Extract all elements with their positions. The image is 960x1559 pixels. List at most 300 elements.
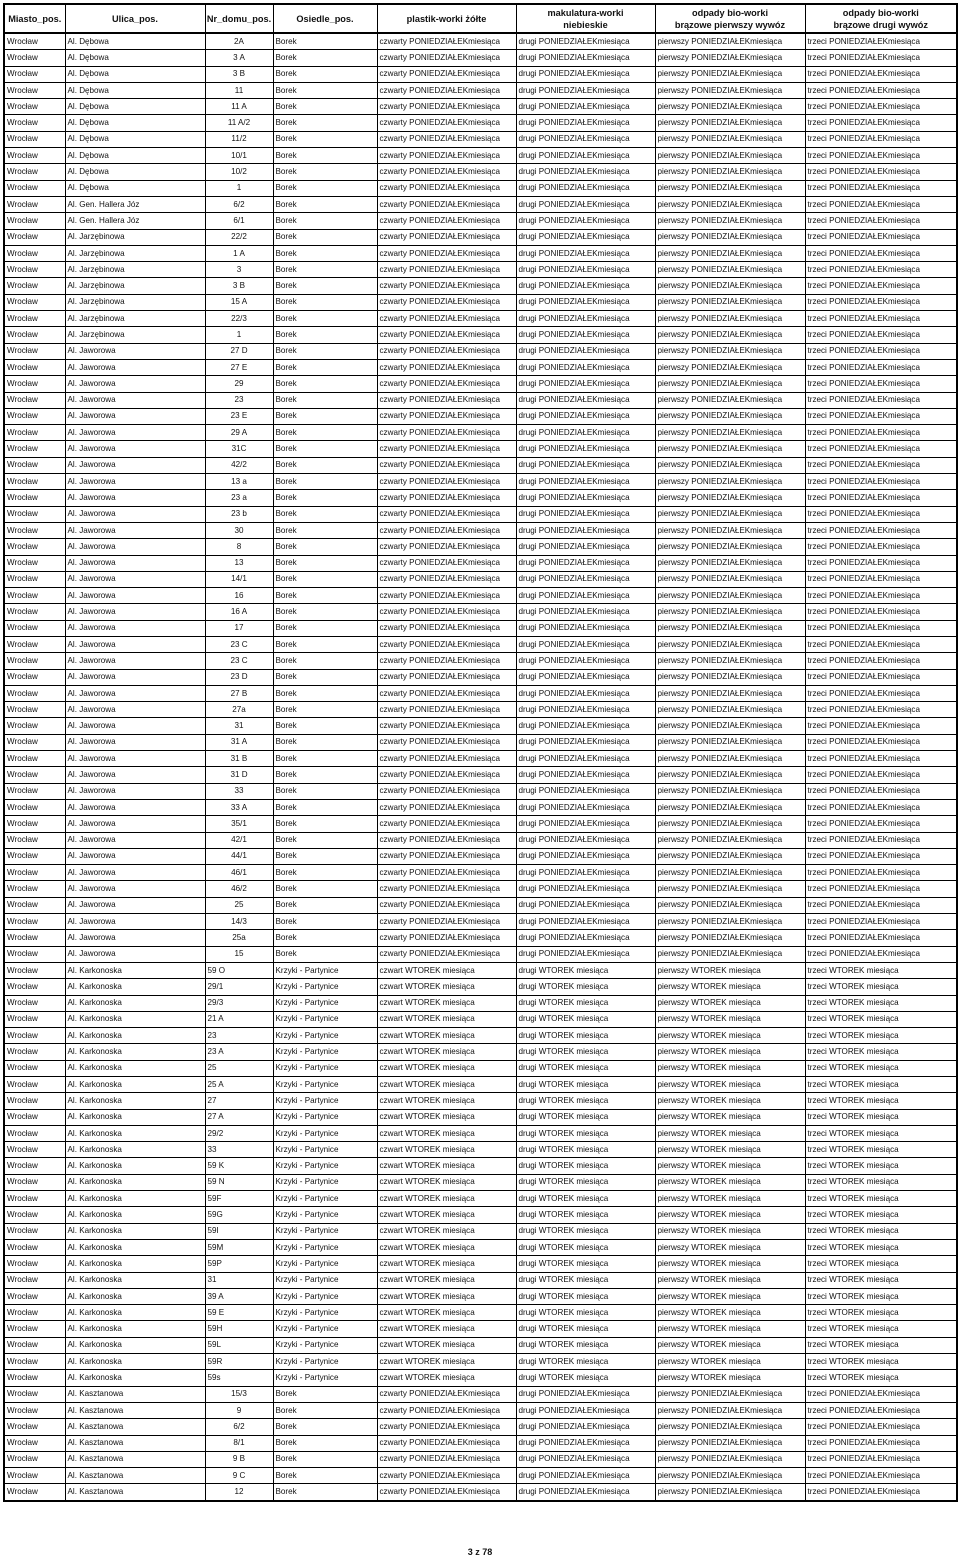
table-row [4, 50, 957, 66]
table-row [4, 1011, 957, 1027]
cell-bio-first: pierwszy PONIEDZIAŁEKmiesiąca [655, 865, 805, 881]
cell-district: Borek [273, 522, 377, 538]
cell-district: Krzyki - Partynice [273, 962, 377, 978]
cell-street: Al. Karkonoska [65, 1207, 205, 1223]
column-header-bio-first [655, 4, 805, 33]
cell-paper: drugi PONIEDZIAŁEKmiesiąca [516, 392, 655, 408]
cell-house-number: 29 A [205, 425, 273, 441]
cell-house-number: 33 [205, 1142, 273, 1158]
cell-bio-first: pierwszy PONIEDZIAŁEKmiesiąca [655, 522, 805, 538]
cell-paper: drugi WTOREK miesiąca [516, 1223, 655, 1239]
cell-city: Wrocław [4, 1451, 65, 1467]
cell-street: Al. Dębowa [65, 164, 205, 180]
table-row [4, 1223, 957, 1239]
table-row [4, 539, 957, 555]
cell-house-number: 29/1 [205, 979, 273, 995]
cell-plastic: czwarty PONIEDZIAŁEKmiesiąca [377, 816, 516, 832]
cell-plastic: czwarty PONIEDZIAŁEKmiesiąca [377, 539, 516, 555]
cell-city: Wrocław [4, 457, 65, 473]
cell-bio-first: pierwszy WTOREK miesiąca [655, 1321, 805, 1337]
cell-street: Al. Jaworowa [65, 751, 205, 767]
table-row [4, 1337, 957, 1353]
cell-street: Al. Karkonoska [65, 995, 205, 1011]
cell-street: Al. Karkonoska [65, 1239, 205, 1255]
cell-paper: drugi PONIEDZIAŁEKmiesiąca [516, 914, 655, 930]
cell-paper: drugi PONIEDZIAŁEKmiesiąca [516, 930, 655, 946]
cell-bio-first: pierwszy PONIEDZIAŁEKmiesiąca [655, 1435, 805, 1451]
cell-bio-first: pierwszy WTOREK miesiąca [655, 1337, 805, 1353]
cell-city: Wrocław [4, 164, 65, 180]
cell-plastic: czwart WTOREK miesiąca [377, 1060, 516, 1076]
table-row [4, 229, 957, 245]
cell-house-number: 59s [205, 1370, 273, 1386]
cell-city: Wrocław [4, 799, 65, 815]
cell-city: Wrocław [4, 1093, 65, 1109]
cell-house-number: 3 A [205, 50, 273, 66]
table-row [4, 685, 957, 701]
cell-bio-first: pierwszy PONIEDZIAŁEKmiesiąca [655, 311, 805, 327]
cell-house-number: 31 [205, 718, 273, 734]
cell-district: Borek [273, 767, 377, 783]
cell-house-number: 17 [205, 620, 273, 636]
cell-bio-second: trzeci PONIEDZIAŁEKmiesiąca [805, 881, 957, 897]
cell-district: Borek [273, 685, 377, 701]
cell-house-number: 1 [205, 180, 273, 196]
table-row [4, 1402, 957, 1418]
cell-bio-first: pierwszy WTOREK miesiąca [655, 1011, 805, 1027]
column-header-plastic [377, 4, 516, 33]
cell-street: Al. Jaworowa [65, 718, 205, 734]
cell-city: Wrocław [4, 1468, 65, 1484]
cell-paper: drugi PONIEDZIAŁEKmiesiąca [516, 245, 655, 261]
cell-house-number: 1 A [205, 245, 273, 261]
cell-bio-first: pierwszy WTOREK miesiąca [655, 1272, 805, 1288]
cell-city: Wrocław [4, 180, 65, 196]
cell-district: Borek [273, 865, 377, 881]
cell-street: Al. Jarzębinowa [65, 262, 205, 278]
table-row [4, 1451, 957, 1467]
cell-house-number: 23 C [205, 636, 273, 652]
cell-street: Al. Karkonoska [65, 1288, 205, 1304]
cell-paper: drugi WTOREK miesiąca [516, 1142, 655, 1158]
cell-street: Al. Karkonoska [65, 1321, 205, 1337]
cell-district: Borek [273, 539, 377, 555]
cell-bio-first: pierwszy PONIEDZIAŁEKmiesiąca [655, 294, 805, 310]
cell-district: Borek [273, 946, 377, 962]
cell-district: Borek [273, 180, 377, 196]
cell-plastic: czwarty PONIEDZIAŁEKmiesiąca [377, 767, 516, 783]
table-row [4, 848, 957, 864]
cell-street: Al. Jaworowa [65, 832, 205, 848]
header-row [4, 4, 957, 33]
table-row [4, 1142, 957, 1158]
cell-district: Krzyki - Partynice [273, 1044, 377, 1060]
cell-paper: drugi PONIEDZIAŁEKmiesiąca [516, 1386, 655, 1402]
cell-bio-first: pierwszy WTOREK miesiąca [655, 1060, 805, 1076]
cell-house-number: 46/2 [205, 881, 273, 897]
cell-district: Borek [273, 816, 377, 832]
cell-street: Al. Jarzębinowa [65, 278, 205, 294]
cell-district: Borek [273, 1419, 377, 1435]
cell-district: Borek [273, 213, 377, 229]
cell-bio-second: trzeci WTOREK miesiąca [805, 1321, 957, 1337]
cell-bio-second: trzeci PONIEDZIAŁEKmiesiąca [805, 539, 957, 555]
cell-bio-second: trzeci PONIEDZIAŁEKmiesiąca [805, 1386, 957, 1402]
cell-bio-second: trzeci PONIEDZIAŁEKmiesiąca [805, 848, 957, 864]
cell-district: Borek [273, 359, 377, 375]
table-row [4, 425, 957, 441]
cell-bio-second: trzeci PONIEDZIAŁEKmiesiąca [805, 343, 957, 359]
cell-district: Krzyki - Partynice [273, 1158, 377, 1174]
cell-bio-second: trzeci PONIEDZIAŁEKmiesiąca [805, 767, 957, 783]
cell-plastic: czwarty PONIEDZIAŁEKmiesiąca [377, 196, 516, 212]
cell-paper: drugi PONIEDZIAŁEKmiesiąca [516, 799, 655, 815]
cell-district: Borek [273, 1402, 377, 1418]
cell-bio-second: trzeci PONIEDZIAŁEKmiesiąca [805, 359, 957, 375]
cell-bio-first: pierwszy PONIEDZIAŁEKmiesiąca [655, 555, 805, 571]
cell-street: Al. Dębowa [65, 115, 205, 131]
table-row [4, 82, 957, 98]
cell-city: Wrocław [4, 1109, 65, 1125]
cell-city: Wrocław [4, 441, 65, 457]
cell-paper: drugi PONIEDZIAŁEKmiesiąca [516, 490, 655, 506]
cell-house-number: 31 B [205, 751, 273, 767]
table-row [4, 33, 957, 50]
cell-city: Wrocław [4, 832, 65, 848]
cell-house-number: 1 [205, 327, 273, 343]
cell-city: Wrocław [4, 1223, 65, 1239]
cell-city: Wrocław [4, 1272, 65, 1288]
table-row [4, 359, 957, 375]
cell-street: Al. Jaworowa [65, 816, 205, 832]
cell-bio-second: trzeci PONIEDZIAŁEKmiesiąca [805, 131, 957, 147]
cell-paper: drugi WTOREK miesiąca [516, 1239, 655, 1255]
cell-street: Al. Kasztanowa [65, 1451, 205, 1467]
cell-paper: drugi WTOREK miesiąca [516, 1028, 655, 1044]
cell-city: Wrocław [4, 946, 65, 962]
cell-bio-second: trzeci WTOREK miesiąca [805, 1028, 957, 1044]
cell-plastic: czwarty PONIEDZIAŁEKmiesiąca [377, 229, 516, 245]
table-row [4, 148, 957, 164]
cell-city: Wrocław [4, 392, 65, 408]
cell-bio-first: pierwszy WTOREK miesiąca [655, 1028, 805, 1044]
cell-city: Wrocław [4, 848, 65, 864]
cell-house-number: 27 A [205, 1109, 273, 1125]
cell-district: Krzyki - Partynice [273, 1207, 377, 1223]
cell-district: Borek [273, 196, 377, 212]
cell-district: Borek [273, 50, 377, 66]
table-row [4, 1468, 957, 1484]
cell-bio-second: trzeci PONIEDZIAŁEKmiesiąca [805, 1451, 957, 1467]
cell-city: Wrocław [4, 1174, 65, 1190]
cell-house-number: 3 B [205, 66, 273, 82]
cell-plastic: czwarty PONIEDZIAŁEKmiesiąca [377, 474, 516, 490]
cell-city: Wrocław [4, 115, 65, 131]
cell-plastic: czwart WTOREK miesiąca [377, 979, 516, 995]
cell-city: Wrocław [4, 555, 65, 571]
cell-plastic: czwarty PONIEDZIAŁEKmiesiąca [377, 115, 516, 131]
column-header-line: niebieskie [563, 19, 608, 30]
cell-bio-second: trzeci PONIEDZIAŁEKmiesiąca [805, 702, 957, 718]
cell-paper: drugi WTOREK miesiąca [516, 1272, 655, 1288]
cell-city: Wrocław [4, 783, 65, 799]
cell-bio-first: pierwszy PONIEDZIAŁEKmiesiąca [655, 115, 805, 131]
cell-plastic: czwarty PONIEDZIAŁEKmiesiąca [377, 897, 516, 913]
cell-house-number: 10/2 [205, 164, 273, 180]
cell-district: Borek [273, 1451, 377, 1467]
column-header-street [65, 4, 205, 33]
cell-paper: drugi PONIEDZIAŁEKmiesiąca [516, 50, 655, 66]
table-row [4, 979, 957, 995]
cell-paper: drugi WTOREK miesiąca [516, 979, 655, 995]
cell-house-number: 27a [205, 702, 273, 718]
cell-district: Borek [273, 99, 377, 115]
cell-paper: drugi PONIEDZIAŁEKmiesiąca [516, 669, 655, 685]
cell-street: Al. Jaworowa [65, 425, 205, 441]
cell-plastic: czwarty PONIEDZIAŁEKmiesiąca [377, 522, 516, 538]
cell-city: Wrocław [4, 311, 65, 327]
column-header-line: Ulica_pos. [112, 13, 158, 24]
cell-bio-second: trzeci PONIEDZIAŁEKmiesiąca [805, 311, 957, 327]
cell-bio-second: trzeci PONIEDZIAŁEKmiesiąca [805, 229, 957, 245]
cell-district: Borek [273, 33, 377, 50]
cell-plastic: czwarty PONIEDZIAŁEKmiesiąca [377, 653, 516, 669]
cell-paper: drugi PONIEDZIAŁEKmiesiąca [516, 148, 655, 164]
cell-district: Krzyki - Partynice [273, 1077, 377, 1093]
cell-street: Al. Jaworowa [65, 506, 205, 522]
table-row [4, 99, 957, 115]
cell-street: Al. Karkonoska [65, 1354, 205, 1370]
cell-plastic: czwart WTOREK miesiąca [377, 1337, 516, 1353]
table-row [4, 1028, 957, 1044]
cell-plastic: czwarty PONIEDZIAŁEKmiesiąca [377, 669, 516, 685]
cell-house-number: 15 [205, 946, 273, 962]
cell-paper: drugi PONIEDZIAŁEKmiesiąca [516, 262, 655, 278]
cell-plastic: czwarty PONIEDZIAŁEKmiesiąca [377, 555, 516, 571]
cell-bio-first: pierwszy PONIEDZIAŁEKmiesiąca [655, 164, 805, 180]
cell-bio-second: trzeci WTOREK miesiąca [805, 1158, 957, 1174]
table-row [4, 588, 957, 604]
cell-street: Al. Gen. Hallera Józ [65, 196, 205, 212]
cell-bio-first: pierwszy WTOREK miesiąca [655, 1239, 805, 1255]
cell-street: Al. Karkonoska [65, 1011, 205, 1027]
cell-paper: drugi PONIEDZIAŁEKmiesiąca [516, 196, 655, 212]
cell-city: Wrocław [4, 1077, 65, 1093]
cell-paper: drugi PONIEDZIAŁEKmiesiąca [516, 620, 655, 636]
cell-bio-second: trzeci PONIEDZIAŁEKmiesiąca [805, 1419, 957, 1435]
cell-plastic: czwart WTOREK miesiąca [377, 1044, 516, 1060]
cell-street: Al. Jaworowa [65, 620, 205, 636]
cell-plastic: czwart WTOREK miesiąca [377, 1028, 516, 1044]
cell-house-number: 35/1 [205, 816, 273, 832]
cell-paper: drugi PONIEDZIAŁEKmiesiąca [516, 506, 655, 522]
cell-city: Wrocław [4, 1158, 65, 1174]
cell-plastic: czwarty PONIEDZIAŁEKmiesiąca [377, 343, 516, 359]
cell-city: Wrocław [4, 1337, 65, 1353]
cell-city: Wrocław [4, 620, 65, 636]
cell-plastic: czwart WTOREK miesiąca [377, 1272, 516, 1288]
cell-plastic: czwarty PONIEDZIAŁEKmiesiąca [377, 848, 516, 864]
cell-street: Al. Dębowa [65, 131, 205, 147]
cell-plastic: czwarty PONIEDZIAŁEKmiesiąca [377, 751, 516, 767]
cell-street: Al. Karkonoska [65, 1142, 205, 1158]
cell-bio-first: pierwszy PONIEDZIAŁEKmiesiąca [655, 490, 805, 506]
table-body [4, 33, 957, 1501]
schedule-table [3, 3, 958, 1502]
cell-street: Al. Kasztanowa [65, 1468, 205, 1484]
cell-bio-second: trzeci PONIEDZIAŁEKmiesiąca [805, 164, 957, 180]
cell-street: Al. Kasztanowa [65, 1419, 205, 1435]
cell-street: Al. Jarzębinowa [65, 245, 205, 261]
cell-bio-first: pierwszy PONIEDZIAŁEKmiesiąca [655, 653, 805, 669]
schedule-sheet [3, 3, 956, 1502]
cell-plastic: czwarty PONIEDZIAŁEKmiesiąca [377, 441, 516, 457]
cell-street: Al. Dębowa [65, 66, 205, 82]
table-row [4, 669, 957, 685]
cell-plastic: czwarty PONIEDZIAŁEKmiesiąca [377, 262, 516, 278]
cell-district: Borek [273, 229, 377, 245]
cell-paper: drugi PONIEDZIAŁEKmiesiąca [516, 82, 655, 98]
cell-plastic: czwarty PONIEDZIAŁEKmiesiąca [377, 425, 516, 441]
cell-district: Krzyki - Partynice [273, 995, 377, 1011]
cell-street: Al. Jarzębinowa [65, 311, 205, 327]
table-row [4, 213, 957, 229]
cell-plastic: czwarty PONIEDZIAŁEKmiesiąca [377, 1402, 516, 1418]
cell-bio-second: trzeci PONIEDZIAŁEKmiesiąca [805, 506, 957, 522]
table-row [4, 196, 957, 212]
cell-house-number: 42/1 [205, 832, 273, 848]
cell-district: Krzyki - Partynice [273, 1060, 377, 1076]
cell-bio-first: pierwszy WTOREK miesiąca [655, 979, 805, 995]
table-row [4, 1370, 957, 1386]
cell-house-number: 15/3 [205, 1386, 273, 1402]
cell-street: Al. Jaworowa [65, 946, 205, 962]
cell-bio-first: pierwszy PONIEDZIAŁEKmiesiąca [655, 50, 805, 66]
table-row [4, 115, 957, 131]
cell-paper: drugi PONIEDZIAŁEKmiesiąca [516, 343, 655, 359]
cell-bio-second: trzeci WTOREK miesiąca [805, 995, 957, 1011]
cell-district: Krzyki - Partynice [273, 1093, 377, 1109]
cell-bio-second: trzeci PONIEDZIAŁEKmiesiąca [805, 930, 957, 946]
cell-city: Wrocław [4, 376, 65, 392]
table-row [4, 245, 957, 261]
cell-house-number: 59P [205, 1256, 273, 1272]
cell-paper: drugi WTOREK miesiąca [516, 1256, 655, 1272]
cell-paper: drugi PONIEDZIAŁEKmiesiąca [516, 816, 655, 832]
cell-bio-first: pierwszy PONIEDZIAŁEKmiesiąca [655, 196, 805, 212]
cell-plastic: czwarty PONIEDZIAŁEKmiesiąca [377, 33, 516, 50]
table-row [4, 751, 957, 767]
cell-plastic: czwart WTOREK miesiąca [377, 1077, 516, 1093]
cell-street: Al. Karkonoska [65, 1370, 205, 1386]
cell-house-number: 27 [205, 1093, 273, 1109]
cell-paper: drugi PONIEDZIAŁEKmiesiąca [516, 115, 655, 131]
cell-bio-second: trzeci PONIEDZIAŁEKmiesiąca [805, 669, 957, 685]
cell-bio-second: trzeci PONIEDZIAŁEKmiesiąca [805, 294, 957, 310]
cell-bio-second: trzeci PONIEDZIAŁEKmiesiąca [805, 799, 957, 815]
cell-street: Al. Jaworowa [65, 457, 205, 473]
cell-city: Wrocław [4, 1484, 65, 1501]
table-row [4, 604, 957, 620]
cell-city: Wrocław [4, 245, 65, 261]
cell-district: Borek [273, 474, 377, 490]
column-header-line: Osiedle_pos. [296, 13, 354, 24]
cell-bio-second: trzeci PONIEDZIAŁEKmiesiąca [805, 897, 957, 913]
cell-city: Wrocław [4, 33, 65, 50]
cell-house-number: 3 B [205, 278, 273, 294]
cell-paper: drugi PONIEDZIAŁEKmiesiąca [516, 571, 655, 587]
cell-bio-first: pierwszy PONIEDZIAŁEKmiesiąca [655, 392, 805, 408]
table-row [4, 1125, 957, 1141]
cell-bio-first: pierwszy PONIEDZIAŁEKmiesiąca [655, 441, 805, 457]
table-row [4, 343, 957, 359]
cell-city: Wrocław [4, 327, 65, 343]
cell-bio-second: trzeci WTOREK miesiąca [805, 1272, 957, 1288]
cell-house-number: 59 K [205, 1158, 273, 1174]
cell-city: Wrocław [4, 897, 65, 913]
cell-bio-first: pierwszy WTOREK miesiąca [655, 1305, 805, 1321]
cell-district: Borek [273, 571, 377, 587]
cell-house-number: 23 C [205, 653, 273, 669]
cell-paper: drugi WTOREK miesiąca [516, 1305, 655, 1321]
cell-bio-first: pierwszy PONIEDZIAŁEKmiesiąca [655, 767, 805, 783]
cell-house-number: 31C [205, 441, 273, 457]
cell-bio-first: pierwszy PONIEDZIAŁEKmiesiąca [655, 82, 805, 98]
cell-bio-first: pierwszy PONIEDZIAŁEKmiesiąca [655, 783, 805, 799]
cell-bio-first: pierwszy PONIEDZIAŁEKmiesiąca [655, 718, 805, 734]
table-row [4, 718, 957, 734]
cell-bio-first: pierwszy WTOREK miesiąca [655, 1223, 805, 1239]
table-row [4, 392, 957, 408]
cell-house-number: 16 [205, 588, 273, 604]
cell-city: Wrocław [4, 1419, 65, 1435]
table-row [4, 311, 957, 327]
cell-street: Al. Karkonoska [65, 1077, 205, 1093]
cell-house-number: 22/2 [205, 229, 273, 245]
cell-bio-second: trzeci PONIEDZIAŁEKmiesiąca [805, 213, 957, 229]
cell-house-number: 14/1 [205, 571, 273, 587]
cell-paper: drugi PONIEDZIAŁEKmiesiąca [516, 653, 655, 669]
cell-city: Wrocław [4, 767, 65, 783]
cell-paper: drugi PONIEDZIAŁEKmiesiąca [516, 164, 655, 180]
cell-house-number: 23 E [205, 408, 273, 424]
cell-district: Borek [273, 636, 377, 652]
cell-bio-second: trzeci PONIEDZIAŁEKmiesiąca [805, 180, 957, 196]
table-row [4, 457, 957, 473]
cell-bio-first: pierwszy PONIEDZIAŁEKmiesiąca [655, 148, 805, 164]
cell-house-number: 12 [205, 1484, 273, 1501]
cell-bio-first: pierwszy PONIEDZIAŁEKmiesiąca [655, 685, 805, 701]
cell-paper: drugi PONIEDZIAŁEKmiesiąca [516, 327, 655, 343]
cell-city: Wrocław [4, 702, 65, 718]
cell-bio-second: trzeci PONIEDZIAŁEKmiesiąca [805, 115, 957, 131]
cell-paper: drugi PONIEDZIAŁEKmiesiąca [516, 311, 655, 327]
cell-bio-first: pierwszy PONIEDZIAŁEKmiesiąca [655, 33, 805, 50]
column-header-line: plastik-worki żółte [406, 13, 487, 24]
cell-district: Borek [273, 506, 377, 522]
cell-street: Al. Karkonoska [65, 1109, 205, 1125]
cell-house-number: 59H [205, 1321, 273, 1337]
cell-paper: drugi WTOREK miesiąca [516, 1158, 655, 1174]
cell-house-number: 11 A [205, 99, 273, 115]
cell-street: Al. Jaworowa [65, 734, 205, 750]
cell-bio-second: trzeci PONIEDZIAŁEKmiesiąca [805, 441, 957, 457]
cell-plastic: czwarty PONIEDZIAŁEKmiesiąca [377, 799, 516, 815]
cell-house-number: 59L [205, 1337, 273, 1353]
cell-paper: drugi PONIEDZIAŁEKmiesiąca [516, 99, 655, 115]
table-row [4, 1288, 957, 1304]
cell-plastic: czwarty PONIEDZIAŁEKmiesiąca [377, 718, 516, 734]
